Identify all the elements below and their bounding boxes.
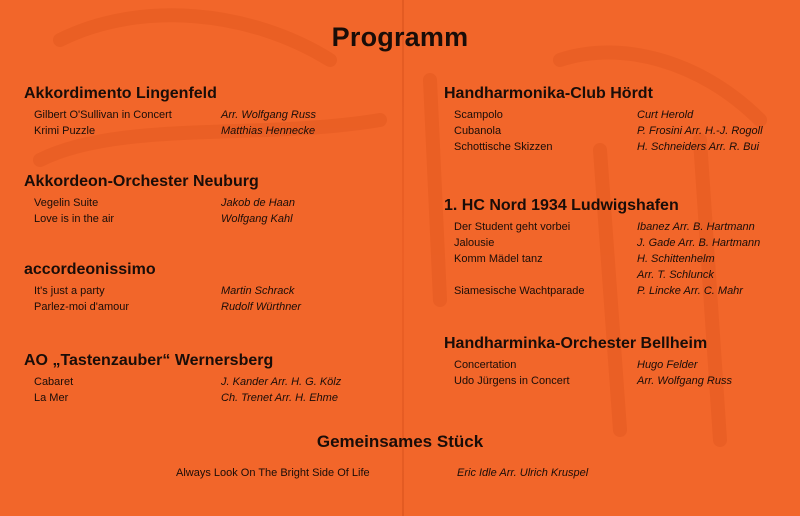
piece-row — [24, 107, 384, 123]
ensemble-block — [24, 351, 384, 406]
piece-composer: Arr. Wolfgang Russ — [637, 375, 732, 387]
piece-title: Jalousie — [454, 237, 495, 249]
piece-composer: Arr. T. Schlunck — [637, 269, 714, 281]
piece-title: Krimi Puzzle — [34, 125, 96, 137]
piece-title: Concertation — [454, 359, 517, 371]
piece-composer: Curt Herold — [637, 109, 694, 121]
piece-composer: Martin Schrack — [221, 285, 295, 297]
piece-title: Cabaret — [34, 376, 74, 388]
ensemble-name: Handharmonika-Club Hördt — [444, 85, 653, 102]
piece-row — [444, 123, 784, 139]
common-piece-composer: Eric Idle Arr. Ulrich Kruspel — [457, 467, 589, 479]
piece-title: It's just a party — [34, 285, 105, 297]
piece-composer: Ibanez Arr. B. Hartmann — [637, 221, 755, 233]
ensemble-block — [444, 84, 784, 155]
ensemble-name: Handharminka-Orchester Bellheim — [444, 335, 708, 352]
piece-row — [24, 283, 384, 299]
ensemble-name: 1. HC Nord 1934 Ludwigshafen — [444, 197, 679, 214]
piece-composer: Rudolf Würthner — [221, 301, 302, 313]
piece-title: Scampolo — [454, 109, 503, 121]
piece-composer: Arr. Wolfgang Russ — [221, 109, 316, 121]
ensemble-name: accordeonissimo — [24, 261, 156, 278]
common-piece-heading: Gemeinsames Stück — [316, 432, 484, 451]
page-title: Programm — [331, 22, 469, 52]
piece-row — [24, 390, 384, 406]
piece-composer: J. Kander Arr. H. G. Kölz — [221, 376, 342, 388]
piece-row — [444, 235, 784, 251]
piece-row — [24, 299, 384, 315]
piece-composer: Matthias Hennecke — [221, 125, 316, 137]
ensemble-block — [24, 84, 384, 139]
piece-row — [24, 211, 384, 227]
piece-row — [24, 123, 384, 139]
piece-title: Siamesische Wachtparade — [454, 285, 585, 297]
common-piece-title: Always Look On The Bright Side Of Life — [176, 467, 370, 479]
piece-title: Vegelin Suite — [34, 197, 99, 209]
ensemble-name: Akkordeon-Orchester Neuburg — [24, 173, 259, 190]
piece-title: Parlez-moi d'amour — [34, 301, 130, 313]
piece-title: Love is in the air — [34, 213, 115, 225]
piece-composer: J. Gade Arr. B. Hartmann — [637, 237, 761, 249]
piece-composer: Jakob de Haan — [221, 197, 295, 209]
piece-row — [444, 267, 784, 283]
ensemble-block — [444, 196, 784, 299]
piece-composer: P. Lincke Arr. C. Mahr — [637, 285, 743, 297]
piece-row — [444, 139, 784, 155]
ensemble-name: AO „Tastenzauber“ Wernersberg — [24, 352, 274, 369]
piece-title: Komm Mädel tanz — [454, 253, 543, 265]
piece-composer: Hugo Felder — [637, 359, 698, 371]
piece-title: Schottische Skizzen — [454, 141, 553, 153]
piece-row — [444, 283, 784, 299]
piece-title: Der Student geht vorbei — [454, 221, 571, 233]
ensemble-name: Akkordimento Lingenfeld — [24, 85, 217, 102]
piece-title: La Mer — [34, 392, 69, 404]
piece-composer: H. Schneiders Arr. R. Bui — [637, 141, 760, 153]
piece-row — [444, 373, 784, 389]
piece-row — [24, 374, 384, 390]
ensemble-block — [444, 334, 784, 389]
piece-title: Cubanola — [454, 125, 502, 137]
piece-row — [444, 219, 784, 235]
piece-composer: Wolfgang Kahl — [221, 213, 293, 225]
common-piece-row — [0, 465, 800, 481]
ensemble-block — [24, 172, 384, 227]
piece-title: Gilbert O'Sullivan in Concert — [34, 109, 172, 121]
piece-composer: Ch. Trenet Arr. H. Ehme — [221, 392, 338, 404]
piece-row — [444, 251, 784, 267]
piece-row — [24, 195, 384, 211]
piece-composer: P. Frosini Arr. H.-J. Rogoll — [637, 125, 763, 137]
piece-row — [444, 107, 784, 123]
ensemble-block — [24, 260, 384, 315]
piece-title: Udo Jürgens in Concert — [454, 375, 570, 387]
piece-row — [444, 357, 784, 373]
piece-composer: H. Schittenhelm — [637, 253, 715, 265]
